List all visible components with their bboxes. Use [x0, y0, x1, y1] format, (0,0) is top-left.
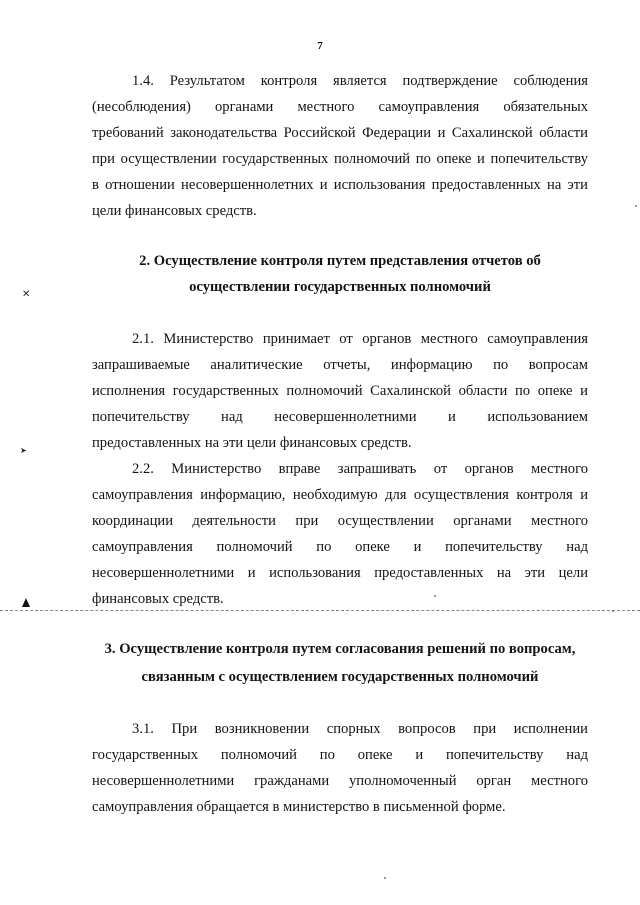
scan-speck — [384, 877, 386, 879]
section-2-title: 2. Осуществление контроля путем представления отчетов об — [139, 253, 541, 269]
paragraph-line: 3.1. При возникновении спорных вопросов при исполнении — [132, 721, 588, 737]
paragraph-line: государственных полномочий по опеке и попечительству над — [92, 747, 588, 763]
paragraph-line: самоуправления информацию, необходимую для осуществления контроля и — [92, 487, 588, 503]
paragraph-line: 1.4. Результатом контроля является подтверждение соблюдения — [132, 73, 588, 89]
section-3-title-continued: связанным с осуществлением государственных полномочий — [141, 669, 539, 685]
paragraph-line: самоуправления полномочий по опеке и попечительству над — [92, 539, 588, 555]
paragraph-line: при осуществлении государственных полномочий по опеке и попечительству — [92, 151, 588, 167]
paragraph-line: запрашиваемые аналитические отчеты, информацию по вопросам — [92, 357, 588, 373]
scan-artifact-mark-icon: ➤ — [20, 446, 27, 455]
paragraph-line: 2.2. Министерство вправе запрашивать от органов местного — [132, 461, 588, 477]
paragraph-line: в отношении несовершеннолетних и использования предоставленных на эти — [92, 177, 588, 193]
paragraph-line: финансовых средств. — [92, 591, 224, 607]
paragraph-line: несовершеннолетними гражданами уполномоченный орган местного — [92, 773, 588, 789]
paragraph-line: 2.1. Министерство принимает от органов местного самоуправления — [132, 331, 588, 347]
section-2-title-continued: осуществлении государственных полномочий — [189, 279, 491, 295]
scan-speck — [612, 610, 614, 612]
paragraph-line: исполнения государственных полномочий Сахалинской области по опеке и — [92, 383, 588, 399]
section-3-title: 3. Осуществление контроля путем согласования решений по вопросам, — [104, 641, 576, 657]
paragraph-line: (несоблюдения) органами местного самоуправления обязательных — [92, 99, 588, 115]
paragraph-line: несовершеннолетними и использования предоставленных на эти цели — [92, 565, 588, 581]
scan-speck — [635, 205, 637, 207]
scan-artifact-triangle-icon — [22, 598, 30, 607]
scan-fold-line — [0, 610, 640, 611]
paragraph-line: попечительству над несовершеннолетними и использованием — [92, 409, 588, 425]
paragraph-line: предоставленных на эти цели финансовых средств. — [92, 435, 412, 451]
paragraph-line: цели финансовых средств. — [92, 203, 257, 219]
paragraph-line: требований законодательства Российской Федерации и Сахалинской области — [92, 125, 588, 141]
paragraph-line: координации деятельности при осуществлении органами местного — [92, 513, 588, 529]
paragraph-line: самоуправления обращается в министерство в письменной форме. — [92, 799, 506, 815]
scan-speck — [434, 595, 436, 597]
page-number: 7 — [317, 40, 323, 52]
scan-artifact-star-icon: ✕ — [22, 289, 31, 300]
